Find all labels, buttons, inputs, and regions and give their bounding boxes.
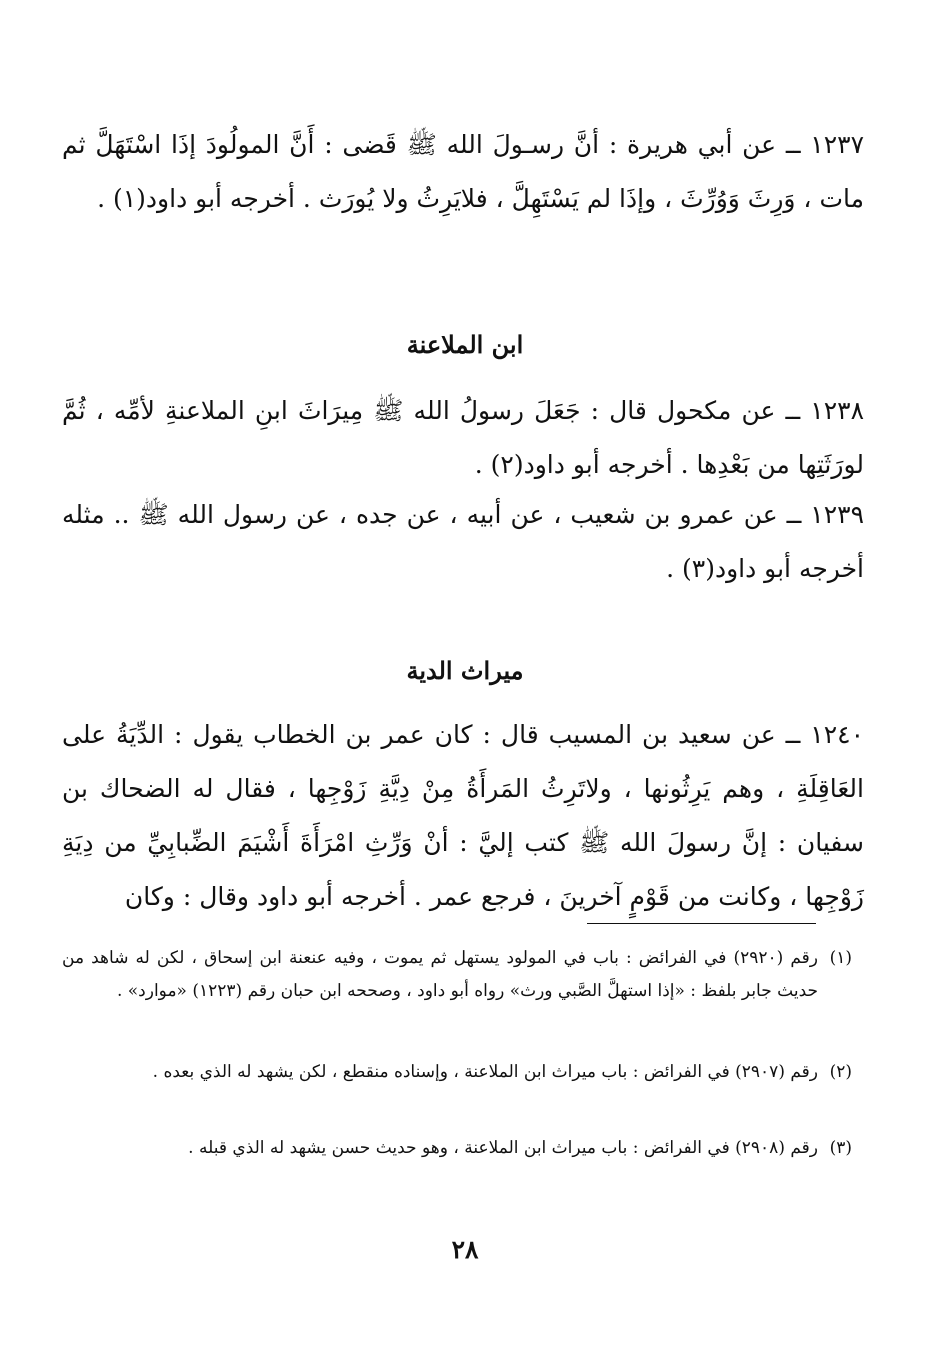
footnote-number: (٣) [829, 1138, 852, 1158]
footnote-number: (١) [829, 948, 852, 968]
footnote-text: رقم (٢٩٠٨) في الفرائض : باب ميراث ابن الملاعنة ، وهو حديث حسن يشهد له الذي قبله . [188, 1138, 818, 1158]
footnote-1 [62, 942, 852, 1008]
footnote-number: (٢) [829, 1062, 852, 1082]
footnote-3 [62, 1132, 852, 1165]
hadith-1240: ١٢٤٠ ــ عن سعيد بن المسيب قال : كان عمر بن الخطاب يقول : الدِّيَةُ على العَاقِلَةِ ، وهم يَرِثُونها ، ولاتَرِثُ المَرأَةُ مِنْ دِيَّةِ زَوْجِها ، فقال له الضحاك بن سفيان : إنَّ رسولَ الله ﷺ كتب إليَّ : أنْ وَرِّثِ امْرَأَةَ أَشْيَمَ الضِّبابِيِّ من دِيَةِ زَوْجِها ، وكانت من قَوْمٍ آخرينَ ، فرجع عمر . أخرجه أبو داود وقال : وكان [62, 720, 864, 911]
footnote-separator [587, 923, 816, 924]
hadith-1239: ١٢٣٩ ــ عن عمرو بن شعيب ، عن أبيه ، عن جده ، عن رسول الله ﷺ .. مثله أخرجه أبو داود(٣) . [62, 500, 864, 583]
hadith-1238: ١٢٣٨ ــ عن مكحول قال : جَعَلَ رسولُ الله ﷺ مِيرَاثَ ابنِ الملاعنةِ لأمِّه ، ثُمَّ لورَثَتِها من بَعْدِها . أخرجه أبو داود(٢) . [62, 396, 864, 479]
hadith-1237: ١٢٣٧ ــ عن أبي هريرة : أنَّ رسـولَ الله ﷺ قَضى : أَنَّ المولُودَ إذَا اسْتَهَلَّ ثم مات ، وَرِثَ وَوُرِّثَ ، وإذَا لم يَسْتَهِلَّ ، فلايَرِثُ ولا يُورَث . أخرجه أبو داود(١) . [62, 130, 864, 213]
section-heading-ibn-al-mulaana: ابن الملاعنة [406, 330, 524, 359]
section-heading-mirath-al-diya: ميراث الدية [406, 656, 524, 685]
footnote-text: رقم (٢٩٢٠) في الفرائض : باب في المولود يستهل ثم يموت ، وفيه عنعنة ابن إسحاق ، لكن له شاهد من حديث جابر بلفظ : «إذا استهلَّ الصَّبي ورث» رواه أبو داود ، وصححه ابن حبان رقم (١٢٢٣) «موارد» . [62, 948, 818, 1001]
footnote-text: رقم (٢٩٠٧) في الفرائض : باب ميراث ابن الملاعنة ، وإسناده منقطع ، لكن يشهد له الذي بعده . [152, 1062, 818, 1082]
footnote-2 [62, 1056, 852, 1089]
page-number: ٢٨ [451, 1235, 479, 1264]
